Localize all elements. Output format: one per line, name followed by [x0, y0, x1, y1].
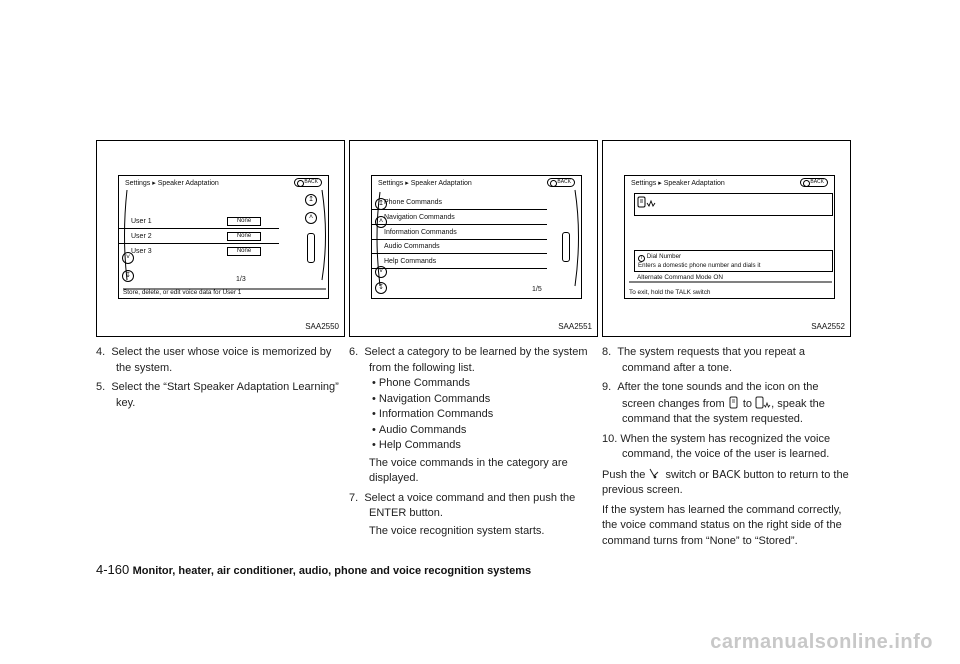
mode-status: Alternate Command Mode ON	[637, 274, 723, 281]
talk-switch-icon	[648, 467, 662, 480]
step-number: 10.	[602, 432, 618, 445]
text-column-1	[96, 345, 346, 415]
list-item-text: Navigation Commands	[378, 392, 491, 405]
list-item: • Navigation Commands	[372, 392, 491, 405]
display-screen	[118, 175, 329, 299]
category-row[interactable]: Phone Commands	[372, 195, 547, 210]
info-icon: i	[638, 255, 645, 262]
top-icon[interactable]: ↥	[305, 194, 317, 206]
scrollbar[interactable]	[307, 233, 315, 263]
text-column-3	[602, 345, 854, 553]
step-7	[349, 491, 599, 522]
paragraph-text: Push the	[602, 468, 646, 481]
figure-saa2552	[602, 140, 851, 337]
category-row[interactable]: Navigation Commands	[372, 210, 547, 225]
push-back-paragraph	[602, 467, 854, 499]
step-text: , speak the command that the system requested.	[622, 397, 825, 425]
step-number: 4.	[96, 346, 106, 358]
status-line: To exit, hold the TALK switch	[629, 289, 711, 296]
step-5	[96, 380, 346, 411]
list-item-text: Phone Commands	[378, 377, 471, 389]
watermark: carmanualsonline.info	[710, 631, 933, 653]
list-item: • Help Commands	[372, 439, 461, 451]
step-text: Select the “Start Speaker Adaptation Learning” key.	[111, 381, 339, 409]
step-4	[96, 345, 346, 376]
step-9	[602, 380, 854, 428]
user-row[interactable]	[119, 214, 279, 229]
figure-saa2550	[96, 140, 345, 337]
down-icon[interactable]: ˅	[122, 252, 134, 264]
step-text: Select a voice command and then push the ENTER button.	[364, 491, 576, 519]
page-indicator: 1/5	[532, 286, 542, 293]
bottom-icon[interactable]: ↧	[375, 282, 387, 294]
category-row[interactable]: Help Commands	[372, 254, 547, 269]
listening-icon	[755, 396, 771, 409]
top-icon[interactable]: ↥	[375, 198, 387, 210]
step-number: 5.	[96, 381, 106, 393]
step-text: When the system has recognized the voice command, the voice of the user is learned.	[620, 432, 831, 460]
paragraph-text: button to return to the previous screen.	[602, 468, 849, 496]
page-footer	[96, 562, 531, 577]
user-name: User 1	[131, 218, 152, 225]
info-title: Dial Number	[646, 253, 682, 260]
step-number: 8.	[602, 346, 612, 358]
status-line: Store, delete, or edit voice data for User 1	[123, 289, 242, 296]
info-text: Enters a domestic phone number and dials it	[638, 262, 761, 269]
section-title: Monitor, heater, air conditioner, audio, phone and voice recognition systems	[132, 565, 532, 577]
screen-title: Settings ▸ Speaker Adaptation	[378, 180, 472, 187]
note-7: The voice recognition system starts.	[369, 524, 545, 537]
back-button[interactable]: BACK	[800, 178, 828, 187]
step-10	[602, 432, 854, 463]
back-button[interactable]: BACK	[294, 178, 322, 187]
step-text: Select a category to be learned by the system from the following list.	[364, 346, 588, 374]
list-item-text: Information Commands	[378, 408, 494, 420]
list-item-text: Audio Commands	[378, 423, 467, 436]
list-item-text: Help Commands	[378, 439, 461, 451]
step-text: to	[742, 397, 753, 410]
learned-paragraph: If the system has learned the command correctly, the voice command status on the right side of the command turns from “None” to “Stored”.	[602, 503, 842, 547]
user-name: User 2	[131, 233, 152, 240]
note-6: The voice commands in the category are displayed.	[369, 456, 568, 484]
category-list	[349, 376, 599, 487]
status-badge: None	[227, 247, 261, 256]
user-row[interactable]	[119, 244, 279, 259]
figure-label: SAA2552	[811, 322, 845, 331]
step-number: 6.	[349, 346, 359, 358]
back-button[interactable]: BACK	[547, 178, 575, 187]
up-icon[interactable]: ˄	[375, 216, 387, 228]
back-button-label: BACK	[712, 468, 741, 481]
category-row[interactable]: Information Commands	[372, 225, 547, 240]
paragraph-text: switch or	[665, 468, 709, 481]
status-badge: None	[227, 217, 261, 226]
page-number: 4-160	[96, 562, 130, 577]
figure-saa2551	[349, 140, 598, 337]
step-text: Select the user whose voice is memorized by the system.	[111, 346, 332, 374]
list-item: • Audio Commands	[372, 423, 467, 436]
screen-frame-lines	[625, 176, 836, 300]
text-column-2	[349, 345, 599, 543]
step-text: After the tone sounds and the icon on the screen changes from	[617, 381, 819, 410]
screen-title: Settings ▸ Speaker Adaptation	[125, 180, 219, 187]
display-screen	[371, 175, 582, 299]
user-name: User 3	[131, 248, 152, 255]
scrollbar[interactable]	[562, 232, 570, 262]
category-row[interactable]: Audio Commands	[372, 239, 547, 254]
speak-icon	[728, 396, 740, 409]
figure-label: SAA2551	[558, 322, 592, 331]
list-item: • Phone Commands	[372, 377, 471, 389]
bottom-icon[interactable]: ↧	[122, 270, 134, 282]
scroll-controls	[302, 194, 322, 280]
up-icon[interactable]: ˄	[305, 212, 317, 224]
user-row[interactable]	[119, 229, 279, 244]
page-indicator: 1/3	[236, 276, 246, 283]
status-badge: None	[227, 232, 261, 241]
step-number: 9.	[602, 381, 612, 393]
figure-label: SAA2550	[305, 322, 339, 331]
step-8	[602, 345, 854, 376]
step-text: The system requests that you repeat a command after a tone.	[617, 346, 806, 374]
step-number: 7.	[349, 491, 359, 504]
step-6	[349, 345, 599, 376]
display-screen	[624, 175, 835, 299]
list-item: • Information Commands	[372, 408, 494, 420]
down-icon[interactable]: ˅	[375, 266, 387, 278]
screen-title: Settings ▸ Speaker Adaptation	[631, 180, 725, 187]
